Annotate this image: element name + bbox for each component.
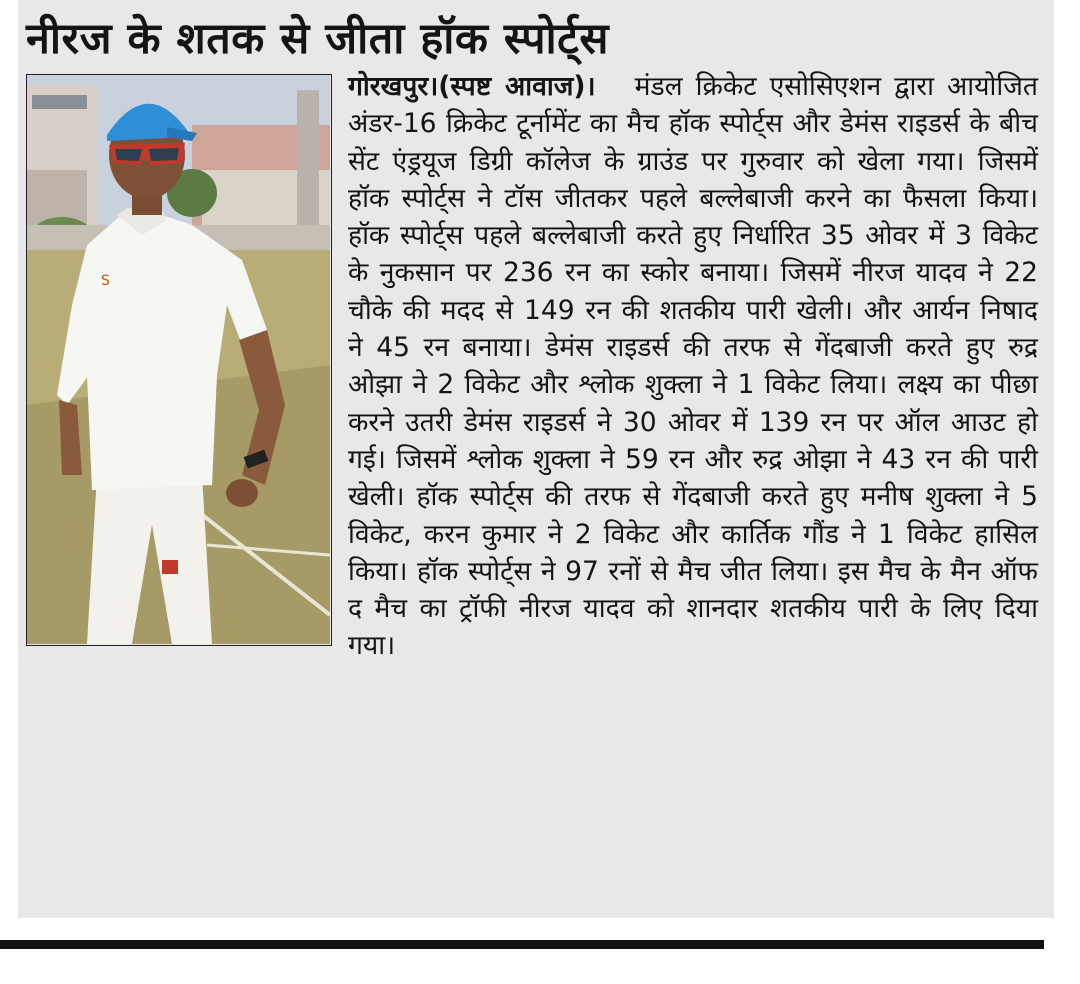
svg-text:S: S — [101, 273, 110, 289]
column-rule — [0, 940, 1044, 949]
dateline: गोरखपुर।(स्पष्ट आवाज)। — [348, 71, 596, 102]
article-body-text: मंडल क्रिकेट एसोसिएशन द्वारा आयोजित अंडर-16 क्रिकेट टूर्नामेंट का मैच हॉक स्पोर्ट्स और डेमंस राइडर्स के बीच सेंट एंड्रयूज डिग्री कॉलेज के ग्राउंड पर गुरुवार को खेला गया। जिसमें हॉक स्पोर्ट्स ने टॉस जीतकर पहले बल्लेबाजी करने का फैसला किया। हॉक स्पोर्ट्स पहले बल्लेबाजी करते हुए निर्धारित 35 ओवर में 3 विकेट के नुकसान पर 236 रन का स्कोर बनाया। जिसमें नीरज यादव ने 22 चौके की मदद से 149 रन की शतकीय पारी खेली। और आर्यन निषाद ने 45 रन बनाया। डेमंस राइडर्स की तरफ से गेंदबाजी करते हुए रुद्र ओझा ने 2 विकेट और श्लोक शुक्ला ने 1 विकेट लिया। लक्ष्य का पीछा करने उतरी डेमंस राइडर्स ने 30 ओवर में 139 रन पर ऑल आउट हो गई। जिसमें श्लोक शुक्ला ने 59 रन और रुद्र ओझा ने 43 रन की पारी खेली। हॉक स्पोर्ट्स की तरफ से गेंदबाजी करते हुए मनीष शुक्ला ने 5 विकेट, करन कुमार ने 2 विकेट और कार्तिक गौंड ने 1 विकेट हासिल किया। हॉक स्पोर्ट्स ने 97 रनों से मैच जीत लिया। इस मैच के मैन ऑफ द मैच का ट्रॉफी नीरज यादव को शानदार शतकीय पारी के लिए दिया गया। — [348, 71, 1038, 662]
cricketer-photo-illustration — [27, 75, 330, 644]
news-article — [18, 0, 1054, 918]
player-photo — [26, 74, 332, 646]
article-body — [26, 68, 1038, 665]
headline: नीरज के शतक से जीता हॉक स्पोर्ट्स — [26, 14, 609, 64]
